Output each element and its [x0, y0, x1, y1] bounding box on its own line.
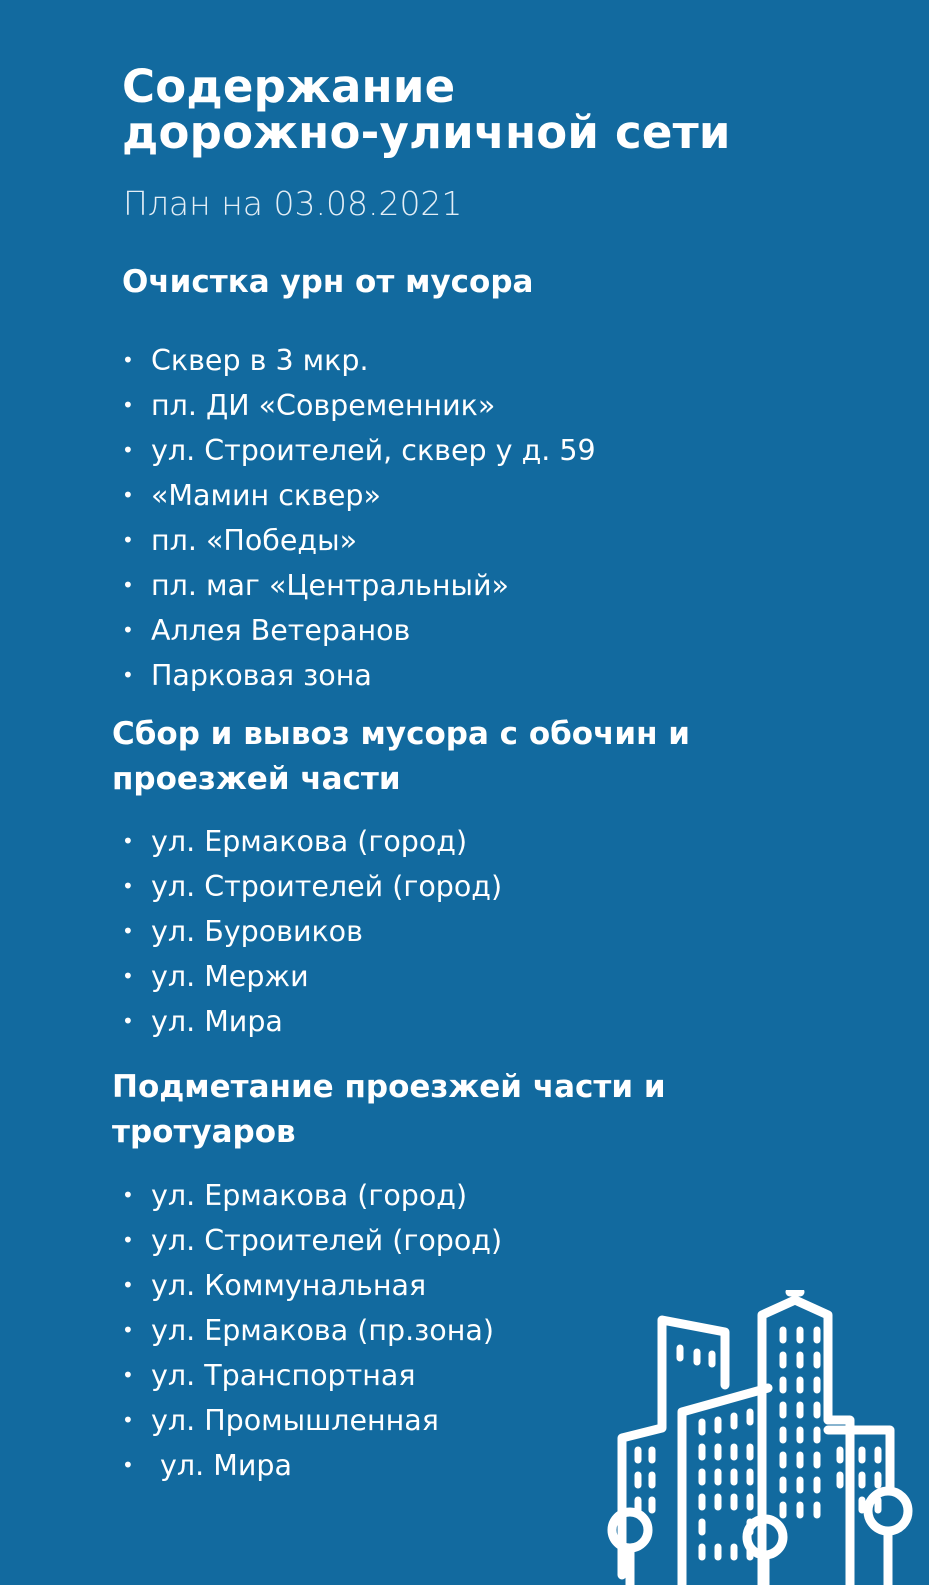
bullet-icon: • [122, 483, 134, 507]
bullet-icon: • [122, 1408, 134, 1432]
page-title [122, 60, 731, 159]
plan-date: План на 03.08.2021 [123, 184, 463, 223]
section-title-bin-cleaning [122, 260, 533, 305]
bullet-icon: • [122, 919, 134, 943]
city-buildings-icon [600, 1290, 929, 1585]
section-title-line: Подметание проезжей части и [112, 1069, 666, 1105]
bullet-icon: • [122, 874, 134, 898]
page: Содержание дорожно-уличной сети План на 03.08.2021 Очистка урн от мусора • Сквер в 3 мкр. • пл. ДИ «Современник» • ул. Строителей, сквер у д. 59 • «Мамин сквер» • пл. «Победы» • пл. маг «Центральный» • Аллея Ветеранов • Парковая зона Сбор и вывоз мусора с обочин и проезжей части • ул. Ермакова (город) • ул. Строителей (город) • ул. Буровиков • ул. Мержи • ул. Мира Подметание проезжей части и тротуаров • ул. Ермакова (город) • ул. Строителей (город) • ул. Коммунальная • ул. Ермакова (пр.зона) • ул. Транспортная • ул. Промышленная • ул. Мира [0, 0, 929, 1585]
section-title-garbage-removal [112, 712, 690, 802]
bullet-icon: • [122, 964, 134, 988]
bullet-icon: • [122, 573, 134, 597]
section-title-line: тротуаров [112, 1114, 296, 1150]
bullet-icon: • [122, 348, 134, 372]
bullet-icon: • [122, 618, 134, 642]
bullet-icon: • [122, 1183, 134, 1207]
section-title-line: Сбор и вывоз мусора с обочин и [112, 716, 691, 752]
section-title-line: проезжей части [112, 761, 401, 797]
title-line-2: дорожно-уличной сети [122, 106, 731, 159]
bullet-icon: • [122, 1363, 134, 1387]
bullet-icon: • [122, 528, 134, 552]
bullet-icon: • [122, 1273, 134, 1297]
bullet-icon: • [122, 1228, 134, 1252]
section-title-line: Очистка урн от мусора [122, 264, 534, 300]
bullet-icon: • [122, 438, 134, 462]
bullet-icon: • [122, 1453, 134, 1477]
bullet-icon: • [122, 663, 134, 687]
section-title-sweeping [112, 1065, 666, 1155]
bullet-icon: • [122, 1318, 134, 1342]
bullet-icon: • [122, 393, 134, 417]
title-line-1: Содержание [122, 60, 456, 113]
bullet-icon: • [122, 829, 134, 853]
bullet-icon: • [122, 1009, 134, 1033]
